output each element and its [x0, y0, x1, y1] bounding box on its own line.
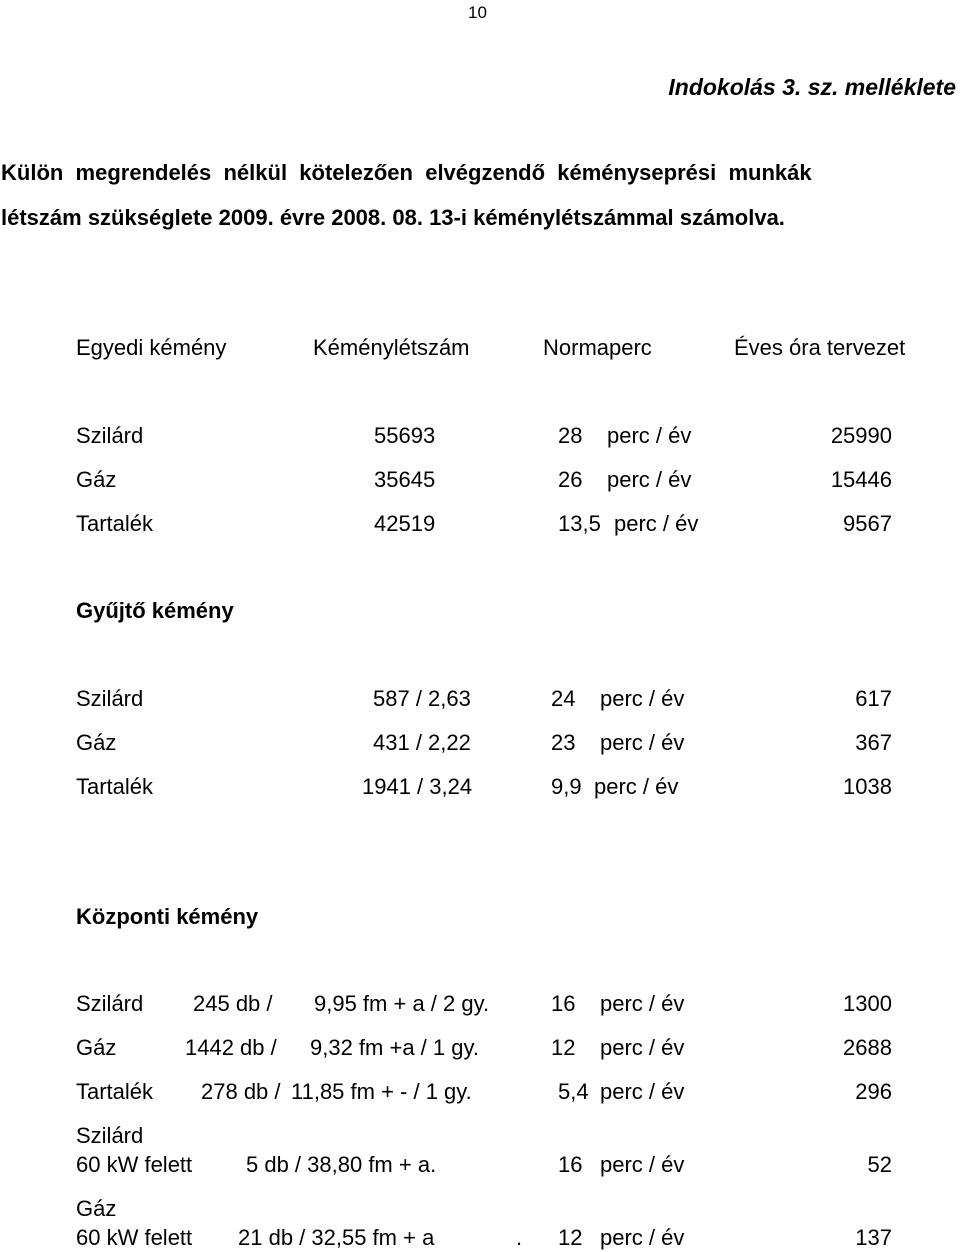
- row-spec: 11,85 fm + - / 1 gy.: [291, 1079, 472, 1104]
- row-unit: perc / év: [607, 467, 692, 492]
- row-count: 42519: [374, 511, 436, 536]
- row-norm: 9,9: [551, 774, 582, 799]
- row-count: 431 / 2,22: [373, 730, 471, 755]
- row-unit: perc / év: [600, 991, 685, 1016]
- header-normaperc: Normaperc: [543, 335, 652, 360]
- row-norm: 12: [558, 1225, 583, 1250]
- row-type: Gáz: [76, 730, 117, 755]
- row-unit: perc / év: [600, 1225, 685, 1250]
- row-norm: 26: [558, 467, 583, 492]
- row-type: Szilárd: [76, 1123, 144, 1148]
- row-type: Szilárd: [76, 686, 144, 711]
- row-subtype: 60 kW felett: [76, 1225, 193, 1250]
- row-type: Szilárd: [76, 991, 144, 1016]
- header-kemenyletszam: Kéménylétszám: [313, 335, 470, 360]
- row-norm: 5,4: [558, 1079, 589, 1104]
- row-norm: 28: [558, 423, 583, 448]
- row-unit: perc / év: [614, 511, 699, 536]
- row-hours: 296: [855, 1079, 892, 1104]
- row-norm: 24: [551, 686, 576, 711]
- row-hours: 25990: [830, 423, 892, 448]
- row-unit: perc / év: [600, 1079, 685, 1104]
- row-unit: perc / év: [594, 774, 679, 799]
- row-hours: 1038: [843, 774, 892, 799]
- row-hours: 137: [855, 1225, 892, 1250]
- row-subtype: 60 kW felett: [76, 1152, 193, 1177]
- row-unit: perc / év: [600, 730, 685, 755]
- row-type: Gáz: [76, 467, 117, 492]
- annex-label: Indokolás 3. sz. melléklete: [668, 74, 956, 100]
- row-db: 278 db /: [201, 1079, 281, 1104]
- row-db: 1442 db /: [185, 1035, 277, 1060]
- section-heading-kozponti: Központi kémény: [76, 904, 259, 929]
- row-spec: 9,95 fm + a / 2 gy.: [314, 991, 490, 1016]
- row-type: Tartalék: [76, 511, 154, 536]
- row-type: Szilárd: [76, 423, 144, 448]
- row-db: 245 db /: [193, 991, 273, 1016]
- row-hours: 15446: [830, 467, 892, 492]
- row-count: 35645: [374, 467, 436, 492]
- document-title-line-1: Külön megrendelés nélkül kötelezően elvégzendő kéményseprési munkák: [1, 160, 812, 185]
- row-count: 1941 / 3,24: [362, 774, 473, 799]
- row-norm: 16: [551, 991, 576, 1016]
- row-spec: 9,32 fm +a / 1 gy.: [310, 1035, 479, 1060]
- row-unit: perc / év: [607, 423, 692, 448]
- row-norm: 16: [558, 1152, 583, 1177]
- row-type: Tartalék: [76, 774, 154, 799]
- row-hours: 367: [855, 730, 892, 755]
- row-count: 587 / 2,63: [373, 686, 471, 711]
- row-hours: 617: [855, 686, 892, 711]
- row-norm: 13,5: [558, 511, 601, 536]
- row-hours: 1300: [843, 991, 892, 1016]
- row-unit: perc / év: [600, 686, 685, 711]
- row-dot: .: [516, 1225, 523, 1250]
- row-norm: 23: [551, 730, 576, 755]
- header-eves-ora: Éves óra tervezet: [734, 335, 906, 360]
- document-title-line-2: létszám szükséglete 2009. évre 2008. 08. 13-i kéménylétszámmal számolva.: [1, 205, 785, 230]
- row-type: Tartalék: [76, 1079, 154, 1104]
- header-egyedi-kemeny: Egyedi kémény: [76, 335, 227, 360]
- row-hours: 9567: [843, 511, 892, 536]
- page-number: 10: [468, 3, 487, 22]
- row-type: Gáz: [76, 1196, 117, 1221]
- row-unit: perc / év: [600, 1035, 685, 1060]
- row-spec: 5 db / 38,80 fm + a.: [246, 1152, 437, 1177]
- row-hours: 52: [867, 1152, 892, 1177]
- row-hours: 2688: [843, 1035, 892, 1060]
- row-count: 55693: [374, 423, 436, 448]
- section-heading-gyujto: Gyűjtő kémény: [76, 598, 234, 623]
- row-type: Gáz: [76, 1035, 117, 1060]
- row-unit: perc / év: [600, 1152, 685, 1177]
- row-spec: 21 db / 32,55 fm + a: [238, 1225, 435, 1250]
- row-norm: 12: [551, 1035, 576, 1060]
